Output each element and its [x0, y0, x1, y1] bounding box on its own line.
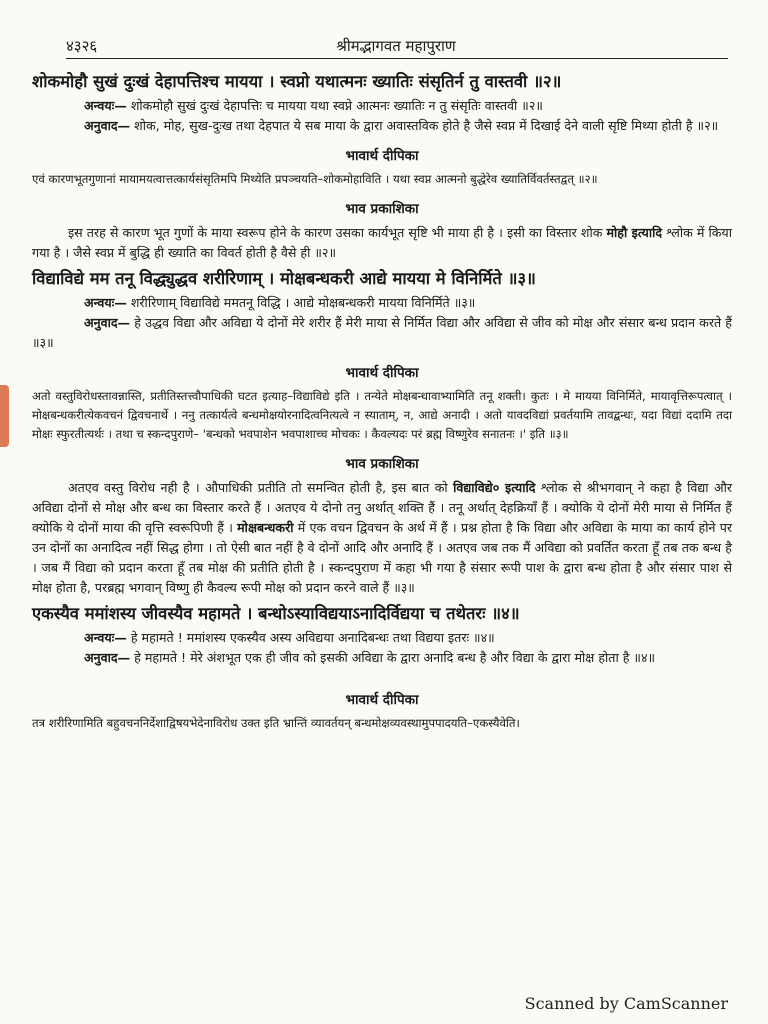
bp-text-part: में एक वचन द्विवचन के अर्थ में हैं । प्रश्न होता है कि विद्या और अविद्या के माया का कार्य होने पर उन दोनों का अनादित्व नहीं सिद्ध होगा । तो ऐसी बात नहीं है वे दोनों आदि और अनादि हैं । अतएव जब तक मैं अविद्या को प्रवर्तित करता हूँ तब तक बन्ध है । जब मैं विद्या को प्रदान करता हूँ तब मोक्ष की प्रतीति होती है । स्कन्दपुराण में कहा भी गया है संसार रूपी पाश के द्वारा बन्ध होता है और संसार पाश से मोक्ष होता है, परब्रह्म भगवान् विष्णु ही कैवल्य रूपी मोक्ष को प्रदान करने वाले हैं ॥३॥	[32, 520, 732, 595]
anuvad-label: अनुवाद—	[84, 315, 131, 330]
bhavartha-dipika-text: अतो वस्तुविरोधस्तावन्नास्ति, प्रतीतिस्तत्त्वौपाधिकी घटत इत्याह–विद्याविद्ये इति । तन्येते मोक्षबन्धावाभ्यामिति तनू शक्ती। कुतः । मे मायया विनिर्मिते, मायावृत्तिरूपत्वात् । मोक्षबन्धकरीत्येकवचनं द्विवचनार्थे । ननु तत्कार्यत्वे बन्धमोक्षयोरनादित्वनित्यत्वे न स्याताम्, न, आद्ये अनादी । अतो यावदविद्यां प्रवर्तयामि तावद्बन्धः, यदा विद्यां ददामि तदा मोक्षः स्फुरतीत्यर्थः । तथा च स्कन्दपुराणे– 'बन्धको भवपाशेन भवपाशाच्च मोचकः । कैवल्यदः परं ब्रह्म विष्णुरेव सनातनः ।' इति ॥३॥	[32, 389, 732, 441]
anuvad-3	[32, 313, 732, 353]
bhava-prakashika-text	[32, 223, 732, 263]
page-edge-mark	[0, 385, 9, 447]
bhava-prakashika-heading: भाव प्रकाशिका	[345, 456, 419, 472]
anvaya-text: हे महामते ! ममांशस्य एकस्यैव अस्य अविद्यया अनादिबन्धः तथा विद्यया इतरः ॥४॥	[126, 630, 495, 645]
anvaya-text: शोकमोहौ सुखं दुःखं देहापत्तिः च मायया यथा स्वप्ने आत्मनः ख्यातिः न तु संसृतिः वास्तवी ॥२॥	[126, 98, 543, 113]
anvaya-label: अन्वयः—	[84, 295, 127, 310]
bhavartha-dipika-heading: भावार्थ दीपिका	[345, 365, 419, 381]
header-rule	[66, 58, 728, 59]
anvaya-3	[32, 293, 732, 313]
page-body	[32, 66, 732, 733]
page-header	[66, 36, 726, 58]
anuvad-label: अनुवाद—	[84, 118, 131, 133]
anvaya-label: अन्वयः—	[84, 98, 127, 113]
anuvad-text: हे महामते ! मेरे अंशभूत एक ही जीव को इसकी अविद्या के द्वारा अनादि बन्ध है और विद्या के द्वारा मोक्ष होता है ॥४॥	[130, 650, 656, 665]
page-number: ४३२६	[66, 37, 98, 55]
bhavartha-dipika-heading: भावार्थ दीपिका	[345, 692, 419, 708]
bp-text-part: अतएव वस्तु विरोध नही है । औपाधिकी प्रतीति तो समन्वित होती है, इस बात को	[68, 480, 454, 495]
bp-text-part: श्लोक से श्रीभगवान् ने कहा है विद्या और अविद्या दोनों से मोक्ष और बन्ध का विस्तार करते हैं । अतएव ये दोनो तनु अर्थात् शक्ति हैं । तनू अर्थात् देहक्रियाँ हैं । क्योकि ये दोनों मेरी माया से निर्मित हैं क्योकि ये दोनों माया की वृत्ति स्वरूपिणी हैं ।	[32, 480, 732, 535]
bp-text-emphasis: मोक्षबन्धकरी	[237, 520, 294, 535]
verse-2: शोकमोहौ सुखं दुःखं देहापत्तिश्च मायया । स्वप्नो यथात्मनः ख्यातिः संसृतिर्न तु वास्तवी ॥२॥	[32, 72, 562, 91]
anuvad-2	[32, 116, 732, 136]
bp-text-part: श्लोक में किया गया है । जैसे स्वप्न में बुद्धि ही ख्याति का विवर्त होती है वैसे ही ॥२॥	[32, 225, 732, 260]
verse-3: विद्याविद्ये मम तनू विद्ध्युद्धव शरीरिणाम् । मोक्षबन्धकरी आद्ये मायया मे विनिर्मिते ॥३॥	[32, 269, 536, 288]
bhavartha-dipika-text: एवं कारणभूतगुणानां मायामयत्वात्तत्कार्यसंसृतिमपि मिथ्येति प्रपञ्चयति–शोकमोहाविति । यथा स्वप्न आत्मनो बुद्धेरेव ख्यातिर्विवर्तस्तद्वत् ॥२॥	[32, 172, 598, 186]
anvaya-4	[32, 628, 732, 648]
anuvad-label: अनुवाद—	[84, 650, 131, 665]
bp-text-part: इस तरह से कारण भूत गुणों के माया स्वरूप होने के कारण उसका कार्यभूत सृष्टि भी माया ही है । इसी का विस्तार शोक	[68, 225, 607, 240]
anuvad-text: शोक, मोह, सुख-दुःख तथा देहपात ये सब माया के द्वारा अवास्तविक होते है जैसे स्वप्न में दिखाई देने वाली सृष्टि मिथ्या होती है ॥२॥	[130, 118, 719, 133]
bp-text-emphasis: मोहौ इत्यादि	[606, 225, 663, 240]
bp-text-emphasis: विद्याविद्ये० इत्यादि	[453, 480, 536, 495]
anuvad-text: हे उद्धव विद्या और अविद्या ये दोनों मेरे शरीर हैं मेरी माया से निर्मित विद्या और अविद्या से जीव को मोक्ष और संसार बन्ध प्रदान करते हैं ॥३॥	[32, 315, 732, 350]
scanner-watermark: Scanned by CamScanner	[524, 994, 728, 1013]
verse-4: एकस्यैव ममांशस्य जीवस्यैव महामते । बन्धोऽस्याविद्ययाऽनादिर्विद्यया च तथेतरः ॥४॥	[32, 604, 520, 623]
bhavartha-dipika-heading: भावार्थ दीपिका	[345, 148, 419, 164]
bhava-prakashika-heading: भाव प्रकाशिका	[345, 201, 419, 217]
anvaya-2	[32, 96, 732, 116]
running-title: श्रीमद्भागवत महापुराण	[336, 37, 456, 55]
bhavartha-dipika-text: तत्र शरीरिणामिति बहुवचननिर्देशाद्विषयभेदेनाविरोध उक्त इति भ्रान्तिं व्यावर्तयन् बन्धमोक्षव्यवस्थामुपपादयति–एकस्यैवेति।	[32, 716, 520, 730]
bhava-prakashika-text	[32, 478, 732, 598]
anuvad-4	[32, 648, 732, 668]
anvaya-text: शरीरिणाम् विद्याविद्ये ममतनू विद्धि । आद्ये मोक्षबन्धकरी मायया विनिर्मिते ॥३॥	[126, 295, 476, 310]
anvaya-label: अन्वयः—	[84, 630, 127, 645]
